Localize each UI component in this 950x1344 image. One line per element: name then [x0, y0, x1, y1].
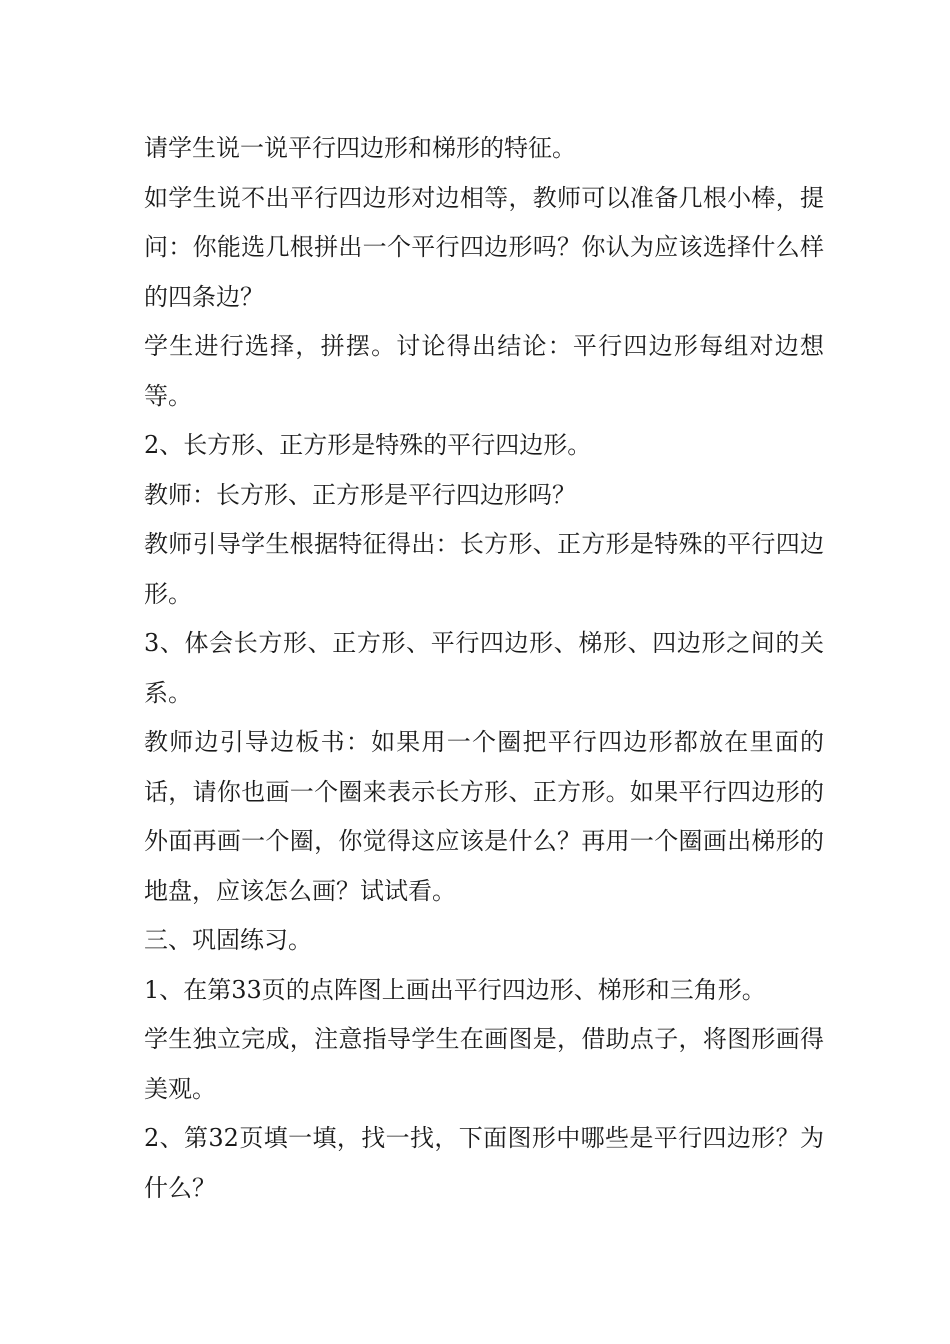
paragraph: 1、在第33页的点阵图上画出平行四边形、梯形和三角形。 [144, 975, 766, 1004]
section-heading: 三、巩固练习。 [144, 926, 312, 954]
paragraph: 教师引导学生根据特征得出：长方形、正方形是特殊的平行四边形。 [144, 530, 824, 608]
paragraph: 2、长方形、正方形是特殊的平行四边形。 [144, 431, 592, 459]
paragraph: 3、体会长方形、正方形、平行四边形、梯形、四边形之间的关系。 [144, 629, 824, 707]
paragraph: 教师边引导边板书：如果用一个圈把平行四边形都放在里面的话，请你也画一个圈来表示长方形、正方形。如果平行四边形的外面再画一个圈，你觉得这应该是什么？再用一个圈画出梯形的地盘，应该怎么画？试试看。 [144, 728, 824, 905]
document-body [144, 124, 824, 1213]
paragraph: 教师：长方形、正方形是平行四边形吗？ [144, 480, 576, 509]
paragraph: 学生进行选择，拼摆。讨论得出结论：平行四边形每组对边想等。 [144, 332, 824, 410]
paragraph: 2、第32页填一填，找一找，下面图形中哪些是平行四边形？为什么？ [144, 1124, 824, 1202]
paragraph: 请学生说一说平行四边形和梯形的特征。 [144, 134, 576, 162]
paragraph: 如学生说不出平行四边形对边相等，教师可以准备几根小棒，提问：你能选几根拼出一个平行四边形吗？你认为应该选择什么样的四条边？ [144, 183, 824, 311]
paragraph: 学生独立完成，注意指导学生在画图是，借助点子，将图形画得美观。 [144, 1025, 824, 1103]
